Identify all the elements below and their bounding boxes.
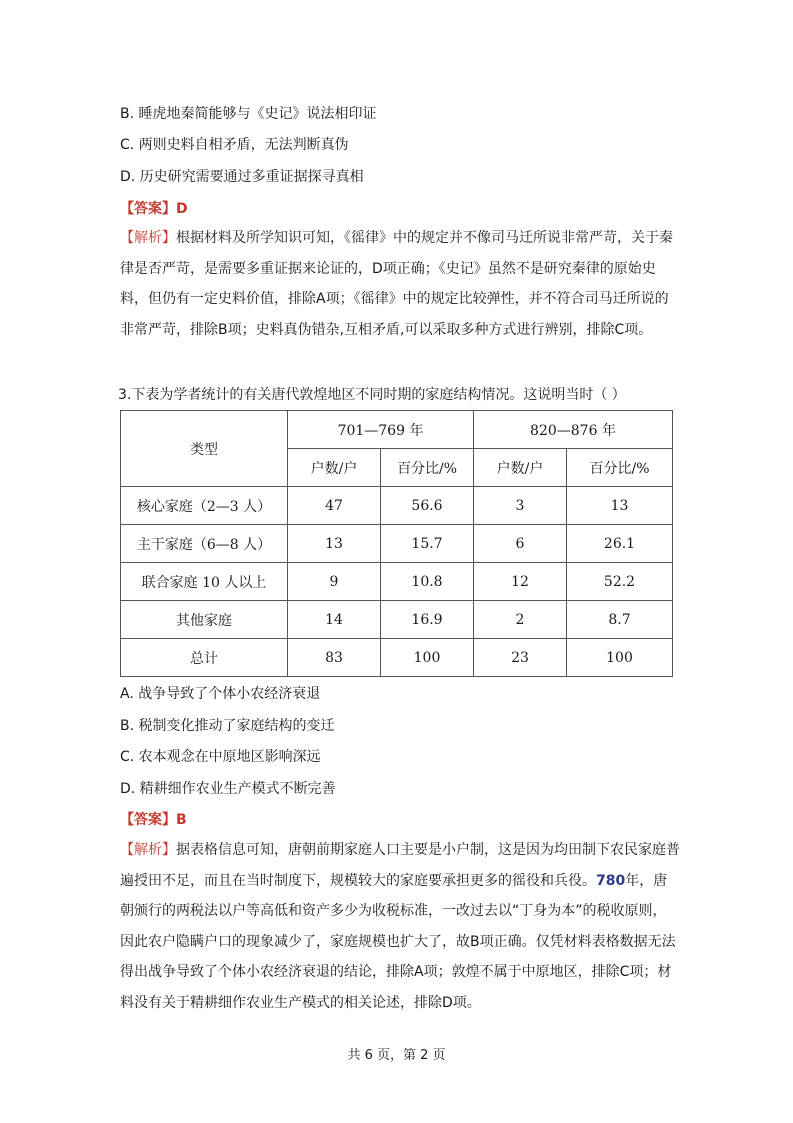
- analysis-label: 【解析】: [120, 842, 176, 858]
- table-cell: 13: [288, 525, 381, 563]
- q2-option-c: C. 两则史料自相矛盾，无法判断真伪: [120, 137, 349, 153]
- answer-value: B: [176, 812, 187, 828]
- table-cell: 12: [474, 563, 567, 601]
- table-row: [121, 525, 673, 563]
- table-cell: 2: [474, 601, 567, 639]
- table-cell: 83: [288, 639, 381, 677]
- table-header-period1: 701—769 年: [288, 411, 474, 449]
- answer-label: 【答案】: [120, 201, 176, 217]
- analysis-text: 年，唐朝颁行的两税法以户等高低和资产多少为收税标准，一改过去以“丁身为本”的税收原则，因此农户隐瞒户口的现象减少了，家庭规模也扩大了，故B项正确。仅凭材料表格数据无法得出战争导致了个体小农经济衰退的结论，排除A项；敦煌不属于中原地区，排除C项；材料没有关于精耕细作农业生产模式的相关论述，排除D项。: [120, 872, 676, 1011]
- table-row: [121, 487, 673, 525]
- table-cell: 14: [288, 601, 381, 639]
- q2-option-b: B. 睡虎地秦简能够与《史记》说法相印证: [120, 106, 377, 122]
- table-cell: 100: [381, 639, 474, 677]
- table-cell: 52.2: [567, 563, 673, 601]
- answer-value: D: [176, 201, 188, 217]
- table-cell: 9: [288, 563, 381, 601]
- table-cell: 26.1: [567, 525, 673, 563]
- table-cell: 47: [288, 487, 381, 525]
- table-subheader: 百分比/%: [381, 449, 474, 487]
- table-subheader: 百分比/%: [567, 449, 673, 487]
- table-cell-type: 联合家庭 10 人以上: [121, 563, 288, 601]
- table-cell: 16.9: [381, 601, 474, 639]
- table-cell: 13: [567, 487, 673, 525]
- q3-option-c: C. 农本观念在中原地区影响深远: [120, 749, 321, 765]
- q3-analysis: [120, 835, 680, 1018]
- q2-answer: [120, 199, 188, 219]
- table-cell: 10.8: [381, 563, 474, 601]
- table-row: [121, 563, 673, 601]
- q3-option-b: B. 税制变化推动了家庭结构的变迁: [120, 718, 335, 734]
- q3-answer: [120, 810, 187, 830]
- analysis-label: 【解析】: [120, 230, 176, 246]
- table-cell-type: 核心家庭（2—3 人）: [121, 487, 288, 525]
- table-header-period2: 820—876 年: [474, 411, 673, 449]
- q3-stem: 3.下表为学者统计的有关唐代敦煌地区不同时期的家庭结构情况。这说明当时（ ）: [118, 387, 626, 403]
- table-subheader: 户数/户: [474, 449, 567, 487]
- q2-analysis: [120, 223, 680, 345]
- analysis-text: 据表格信息可知，唐朝前期家庭人口主要是小户制，这是因为均田制下农民家庭普遍授田不足，而且在当时制度下，规模较大的家庭要承担更多的徭役和兵役。: [120, 842, 680, 889]
- answer-label: 【答案】: [120, 812, 176, 828]
- page-footer: 共 6 页，第 2 页: [347, 1048, 446, 1063]
- table-subheader: 户数/户: [288, 449, 381, 487]
- table-cell-type: 总计: [121, 639, 288, 677]
- table-cell: 56.6: [381, 487, 474, 525]
- table-cell-type: 主干家庭（6—8 人）: [121, 525, 288, 563]
- analysis-text: 根据材料及所学知识可知，《徭律》中的规定并不像司马迁所说非常严苛，关于秦律是否严苛，是需要多重证据来论证的，D项正确；《史记》虽然不是研究秦律的原始史料，但仍有一定史料价值，排除A项；《徭律》中的规定比较弹性，并不符合司马迁所说的非常严苛，排除B项；史料真伪错杂,互相矛盾,可以采取多种方式进行辨别，排除C项。: [120, 230, 673, 338]
- table-cell: 8.7: [567, 601, 673, 639]
- table-cell: 15.7: [381, 525, 474, 563]
- q2-option-d: D. 历史研究需要通过多重证据探寻真相: [120, 169, 364, 185]
- table-cell: 6: [474, 525, 567, 563]
- table-row: [121, 639, 673, 677]
- table-cell: 3: [474, 487, 567, 525]
- table-cell-type: 其他家庭: [121, 601, 288, 639]
- table-cell: 23: [474, 639, 567, 677]
- family-structure-table: [120, 410, 673, 677]
- analysis-year: 780: [596, 872, 626, 889]
- table-header-type: 类型: [121, 411, 288, 487]
- table-cell: 100: [567, 639, 673, 677]
- q3-option-a: A. 战争导致了个体小农经济衰退: [120, 686, 321, 702]
- table-row: [121, 601, 673, 639]
- q3-option-d: D. 精耕细作农业生产模式不断完善: [120, 781, 336, 797]
